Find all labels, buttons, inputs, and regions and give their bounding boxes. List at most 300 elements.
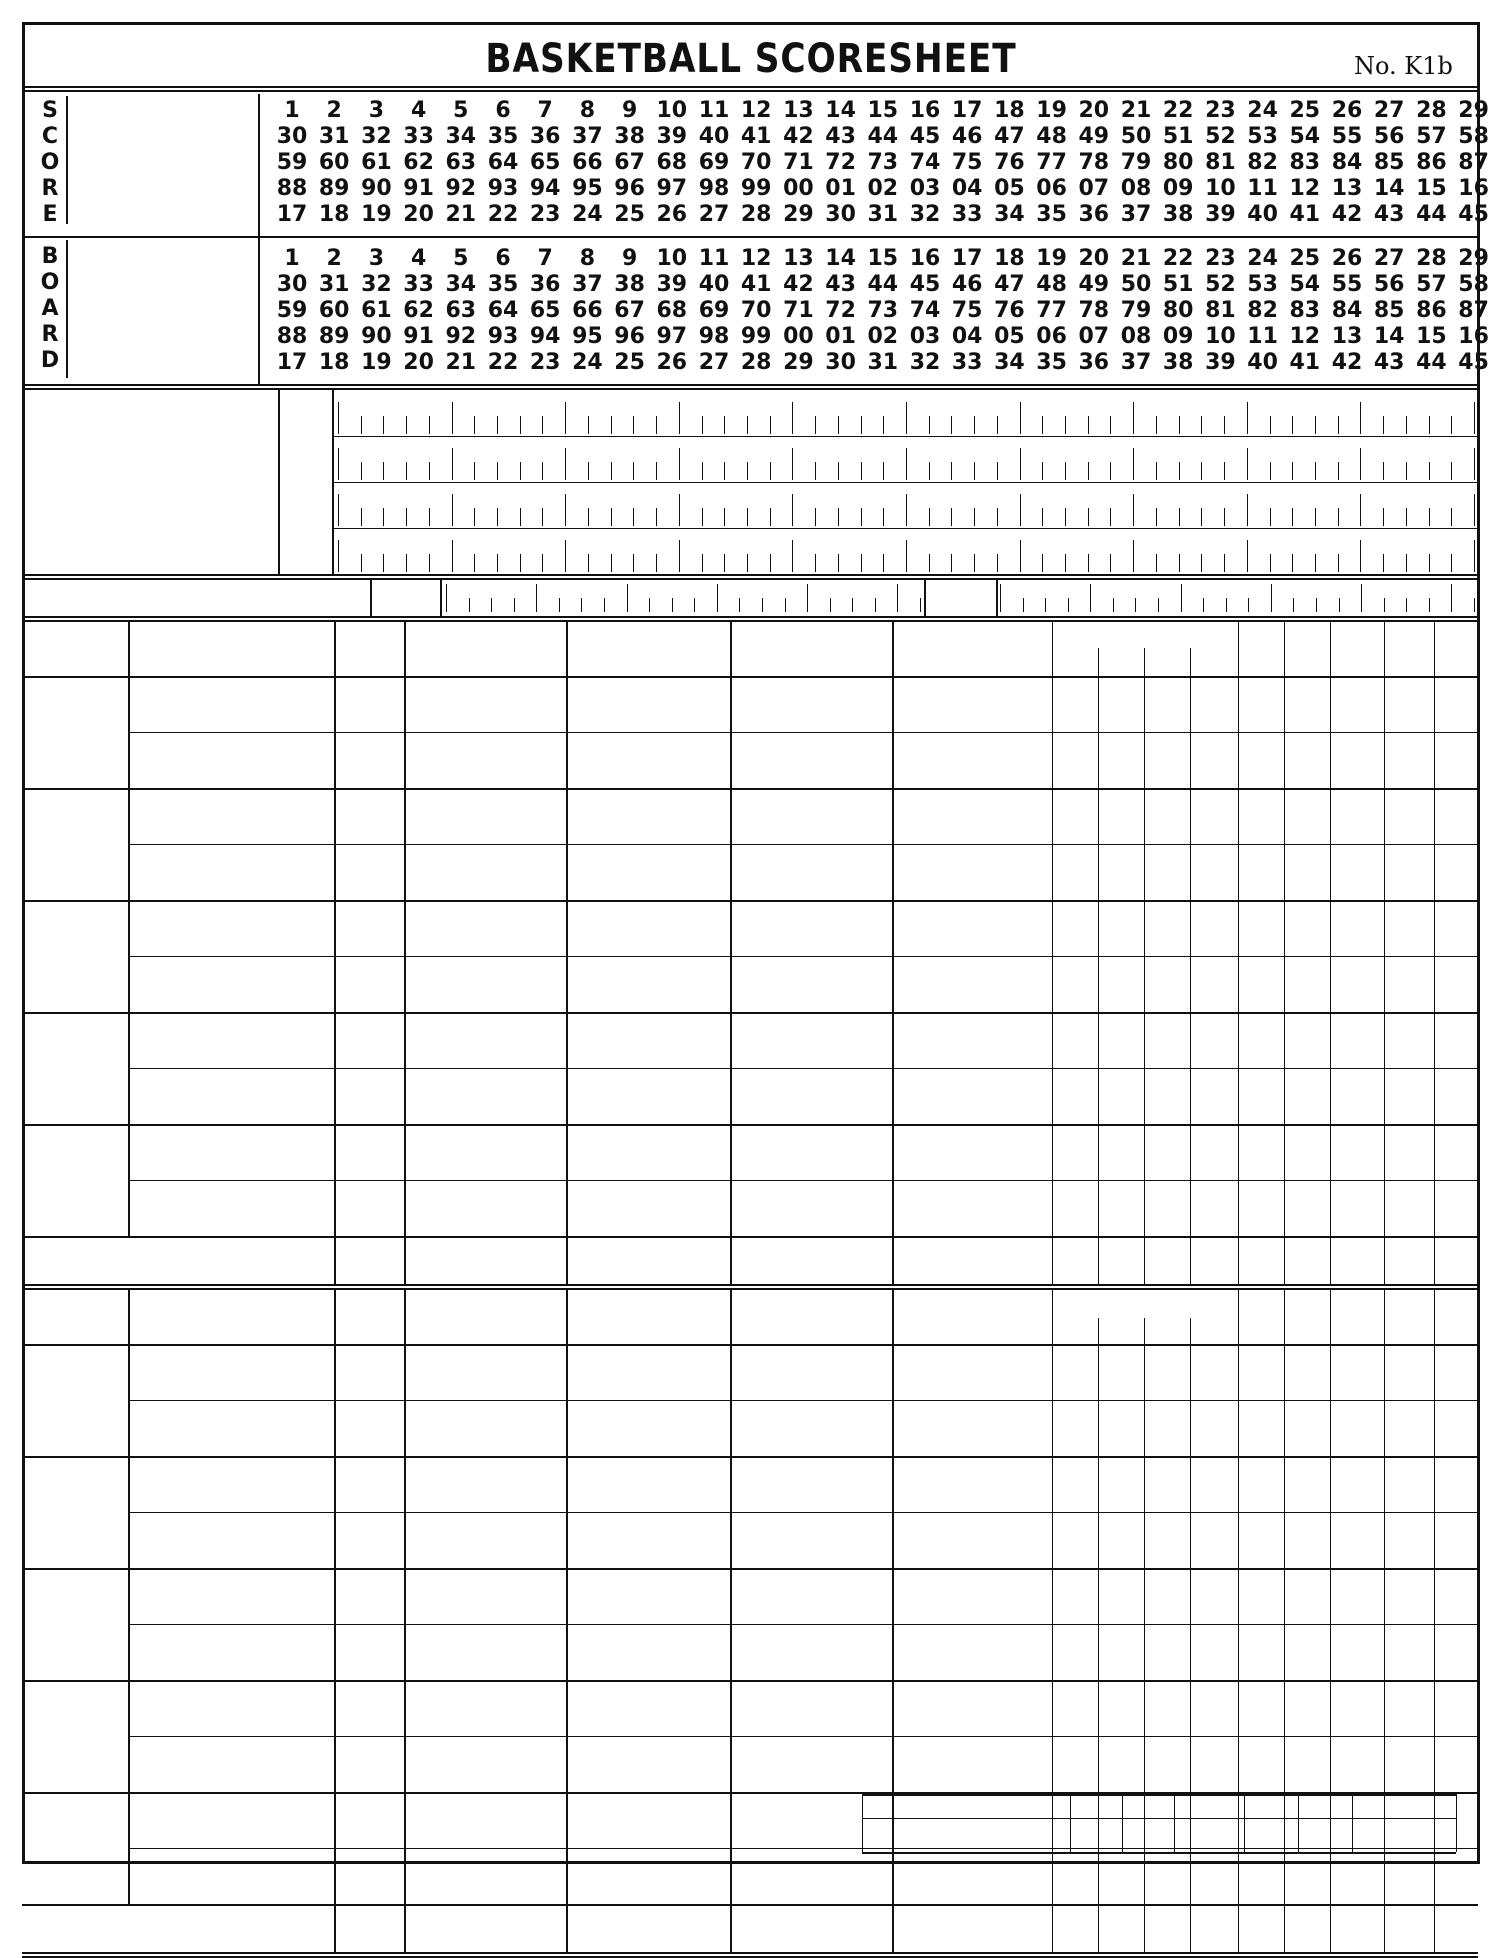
visitors-score-number[interactable]: 50 [1120,124,1152,149]
home-score-number[interactable]: 86 [1416,298,1447,323]
visitors-score-number[interactable]: 05 [994,176,1025,201]
visitors-score-number[interactable]: 90 [361,176,392,201]
visitors-score-number[interactable]: 60 [318,150,350,175]
home-score-number[interactable]: 31 [318,272,350,297]
entry-cell[interactable] [334,1180,404,1236]
shot-tick-mark[interactable] [565,448,566,480]
shot-tick-mark[interactable] [679,494,680,526]
visitors-score-number[interactable]: 12 [1289,176,1321,201]
visitors-score-number[interactable]: 16 [1458,176,1489,201]
overtime-shot-tick[interactable] [1023,598,1024,612]
entry-cell[interactable] [1052,1680,1098,1736]
overtime-shot-tick[interactable] [1158,598,1159,612]
entry-cell[interactable] [1330,1848,1384,1904]
shot-tick-mark[interactable] [1179,416,1180,434]
shot-tick-mark[interactable] [702,462,703,480]
overtime-shot-tick[interactable] [1474,598,1475,612]
entry-cell[interactable] [1284,1456,1330,1512]
entry-cell[interactable] [1238,1680,1284,1736]
visitors-score-number[interactable]: 29 [1458,98,1489,123]
home-score-number[interactable]: 61 [361,298,392,323]
shot-tick-mark[interactable] [1338,462,1339,480]
entry-cell[interactable] [1190,1400,1238,1456]
visitors-score-number[interactable]: 67 [614,150,645,175]
shot-tick-mark[interactable] [497,554,498,572]
entry-cell[interactable] [1098,1680,1144,1736]
entry-cell[interactable] [1330,1068,1384,1124]
shot-tick-mark[interactable] [1383,508,1384,526]
entry-cell[interactable] [892,1624,1052,1680]
entry-cell[interactable] [892,844,1052,900]
shot-tick-mark[interactable] [1224,462,1225,480]
home-score-number[interactable]: 7 [537,246,553,271]
visitors-score-number[interactable]: 61 [361,150,392,175]
home-score-number[interactable]: 23 [529,350,561,375]
home-score-number[interactable]: 04 [951,324,983,349]
shot-tick-mark[interactable] [1315,416,1316,434]
entry-cell[interactable] [404,1624,566,1680]
shot-tick-mark[interactable] [633,416,634,434]
summary-cell[interactable] [1244,1824,1298,1850]
entry-cell[interactable] [1238,676,1284,732]
overtime-shot-tick[interactable] [897,584,898,612]
home-score-number[interactable]: 26 [1331,246,1363,271]
entry-cell[interactable] [566,900,730,956]
entry-cell[interactable] [1330,1568,1384,1624]
shot-tick-mark[interactable] [1247,402,1248,434]
visitors-score-number[interactable]: 35 [487,124,519,149]
shot-tick-mark[interactable] [951,508,952,526]
shot-tick-mark[interactable] [1133,448,1134,480]
shot-tick-mark[interactable] [997,508,998,526]
overtime-shot-tick[interactable] [559,598,560,612]
entry-cell[interactable] [1144,1124,1190,1180]
entry-cell[interactable] [1098,1848,1144,1904]
entry-cell[interactable] [128,732,334,788]
visitors-score-number[interactable]: 54 [1289,124,1321,149]
visitors-score-number[interactable]: 64 [487,150,519,175]
shot-tick-mark[interactable] [1110,462,1111,480]
entry-cell[interactable] [1284,1344,1330,1400]
home-score-number[interactable]: 83 [1289,298,1321,323]
visitors-score-number[interactable]: 48 [1036,124,1067,149]
entry-cell[interactable] [1190,1680,1238,1736]
entry-cell[interactable] [1052,1624,1098,1680]
shot-tick-mark[interactable] [383,508,384,526]
shot-tick-mark[interactable] [997,416,998,434]
entry-cell[interactable] [1144,788,1190,844]
shot-tick-mark[interactable] [406,554,407,572]
shot-tick-mark[interactable] [656,416,657,434]
home-score-number[interactable]: 06 [1036,324,1067,349]
entry-cell[interactable] [566,1848,730,1904]
entry-cell[interactable] [1098,1124,1144,1180]
entry-cell[interactable] [1434,1180,1478,1236]
entry-cell[interactable] [1144,1736,1190,1792]
visitors-score-number[interactable]: 36 [529,124,561,149]
visitors-score-number[interactable]: 26 [656,202,688,227]
home-score-number[interactable]: 12 [740,246,772,271]
visitors-score-number[interactable]: 4 [410,98,427,123]
home-score-number[interactable]: 80 [1162,298,1194,323]
entry-cell[interactable] [1330,1180,1384,1236]
entry-cell[interactable] [1384,900,1434,956]
shot-tick-mark[interactable] [1088,554,1089,572]
shot-tick-mark[interactable] [1042,508,1043,526]
entry-cell[interactable] [1052,1400,1098,1456]
home-score-number[interactable]: 09 [1162,324,1194,349]
entry-cell[interactable] [730,1012,892,1068]
entry-cell[interactable] [1052,1848,1098,1904]
entry-cell[interactable] [1190,1848,1238,1904]
visitors-score-number[interactable]: 83 [1289,150,1321,175]
visitors-score-number[interactable]: 26 [1331,98,1363,123]
entry-cell[interactable] [1190,1344,1238,1400]
visitors-score-number[interactable]: 69 [698,150,730,175]
entry-cell[interactable] [1238,844,1284,900]
visitors-score-number[interactable]: 87 [1458,150,1489,175]
entry-cell[interactable] [566,788,730,844]
visitors-score-number[interactable]: 07 [1078,176,1110,201]
entry-cell[interactable] [1144,1012,1190,1068]
shot-tick-mark[interactable] [383,416,384,434]
visitors-score-number[interactable]: 28 [740,202,772,227]
entry-cell[interactable] [1330,676,1384,732]
shot-tick-mark[interactable] [429,554,430,572]
entry-cell[interactable] [1098,1068,1144,1124]
home-score-number[interactable]: 90 [361,324,392,349]
entry-cell[interactable] [334,1736,404,1792]
entry-cell[interactable] [1052,1012,1098,1068]
shot-tick-mark[interactable] [1088,508,1089,526]
entry-cell[interactable] [1052,900,1098,956]
visitors-score-number[interactable]: 46 [951,124,983,149]
home-score-number[interactable]: 00 [783,324,814,349]
visitors-score-number[interactable]: 27 [1373,98,1405,123]
entry-cell[interactable] [1434,1848,1478,1904]
home-score-number[interactable]: 33 [951,350,983,375]
home-score-number[interactable]: 24 [1247,246,1278,271]
visitors-score-number[interactable]: 18 [994,98,1025,123]
entry-cell[interactable] [1330,1680,1384,1736]
home-score-number[interactable]: 41 [1289,350,1321,375]
overtime-shot-tick[interactable] [604,598,605,612]
entry-cell[interactable] [892,1180,1052,1236]
home-score-number[interactable]: 38 [1162,350,1194,375]
home-score-number[interactable]: 30 [825,350,856,375]
home-score-number[interactable]: 62 [403,298,434,323]
entry-cell[interactable] [892,1512,1052,1568]
home-score-number[interactable]: 20 [1078,246,1110,271]
shot-tick-mark[interactable] [1156,462,1157,480]
home-score-number[interactable]: 12 [1289,324,1321,349]
entry-cell[interactable] [334,1012,404,1068]
shot-tick-mark[interactable] [724,508,725,526]
shot-tick-mark[interactable] [452,402,453,434]
entry-cell[interactable] [566,676,730,732]
overtime-shot-tick[interactable] [1113,598,1114,612]
shot-tick-mark[interactable] [542,416,543,434]
shot-tick-mark[interactable] [1383,416,1384,434]
shot-tick-mark[interactable] [1065,508,1066,526]
visitors-score-number[interactable]: 3 [368,98,385,123]
entry-cell[interactable] [1384,1012,1434,1068]
shot-tick-mark[interactable] [1065,554,1066,572]
shot-tick-mark[interactable] [452,494,453,526]
shot-tick-mark[interactable] [1451,462,1452,480]
entry-cell[interactable] [1238,1568,1284,1624]
home-score-number[interactable]: 18 [318,350,350,375]
entry-cell[interactable] [730,900,892,956]
entry-cell[interactable] [128,1344,334,1400]
shot-tick-mark[interactable] [1360,540,1361,572]
entry-cell[interactable] [1434,1512,1478,1568]
visitors-score-number[interactable]: 93 [487,176,519,201]
shot-tick-mark[interactable] [1270,508,1271,526]
visitors-score-number[interactable]: 27 [698,202,730,227]
home-score-number[interactable]: 84 [1331,298,1363,323]
visitors-score-number[interactable]: 59 [276,150,308,175]
entry-cell[interactable] [334,1068,404,1124]
entry-cell[interactable] [1144,1344,1190,1400]
entry-cell[interactable] [1238,1736,1284,1792]
overtime-shot-tick[interactable] [762,598,763,612]
entry-cell[interactable] [1052,1124,1098,1180]
entry-cell[interactable] [128,1012,334,1068]
visitors-score-number[interactable]: 10 [1205,176,1236,201]
shot-tick-mark[interactable] [1247,540,1248,572]
shot-tick-mark[interactable] [588,554,589,572]
shot-tick-mark[interactable] [929,554,930,572]
overtime-shot-tick[interactable] [469,598,470,612]
visitors-score-number[interactable]: 39 [1205,202,1236,227]
entry-cell[interactable] [566,844,730,900]
entry-cell[interactable] [1052,1568,1098,1624]
visitors-score-number[interactable]: 25 [1289,98,1321,123]
overtime-shot-tick[interactable] [1339,598,1340,612]
visitors-score-number[interactable]: 44 [1416,202,1447,227]
shot-tick-mark[interactable] [861,416,862,434]
shot-tick-mark[interactable] [702,554,703,572]
home-score-number[interactable]: 72 [825,298,856,323]
home-score-number[interactable]: 99 [740,324,772,349]
entry-cell[interactable] [730,732,892,788]
shot-tick-mark[interactable] [406,416,407,434]
shot-tick-mark[interactable] [1179,508,1180,526]
visitors-score-number[interactable]: 76 [994,150,1025,175]
entry-cell[interactable] [730,1180,892,1236]
home-score-number[interactable]: 85 [1373,298,1405,323]
entry-cell[interactable] [1238,900,1284,956]
shot-tick-mark[interactable] [588,462,589,480]
overtime-shot-tick[interactable] [1451,584,1452,612]
overtime-shot-tick[interactable] [694,598,695,612]
entry-cell[interactable] [892,956,1052,1012]
visitors-score-number[interactable]: 63 [445,150,477,175]
home-score-number[interactable]: 81 [1205,298,1236,323]
visitors-score-number[interactable]: 1 [284,98,300,123]
home-score-number[interactable]: 14 [825,246,856,271]
home-score-number[interactable]: 67 [614,298,645,323]
visitors-score-number[interactable]: 62 [403,150,434,175]
entry-cell[interactable] [892,900,1052,956]
entry-cell[interactable] [1284,1180,1330,1236]
shot-tick-mark[interactable] [1338,508,1339,526]
shot-tick-mark[interactable] [747,416,748,434]
home-score-number[interactable]: 29 [1458,246,1489,271]
entry-cell[interactable] [1052,956,1098,1012]
entry-cell[interactable] [128,1568,334,1624]
entry-cell[interactable] [1384,1736,1434,1792]
entry-cell[interactable] [1144,900,1190,956]
visitors-score-number[interactable]: 15 [1416,176,1447,201]
entry-cell[interactable] [1330,1012,1384,1068]
entry-cell[interactable] [1144,1848,1190,1904]
entry-cell[interactable] [1098,1456,1144,1512]
shot-tick-mark[interactable] [1270,554,1271,572]
entry-cell[interactable] [128,1848,334,1904]
home-score-number[interactable]: 71 [783,298,814,323]
visitors-score-number[interactable]: 65 [529,150,561,175]
entry-cell[interactable] [1098,900,1144,956]
visitors-score-number[interactable]: 82 [1247,150,1278,175]
visitors-score-number[interactable]: 52 [1205,124,1236,149]
visitors-score-number[interactable]: 17 [951,98,983,123]
entry-cell[interactable] [1434,900,1478,956]
shot-tick-mark[interactable] [770,462,771,480]
home-score-number[interactable]: 16 [909,246,941,271]
entry-cell[interactable] [404,1012,566,1068]
entry-cell[interactable] [1384,1568,1434,1624]
visitors-score-number[interactable]: 71 [783,150,814,175]
home-score-number[interactable]: 44 [1416,350,1447,375]
home-score-number[interactable]: 28 [740,350,772,375]
overtime-shot-tick[interactable] [672,598,673,612]
shot-tick-mark[interactable] [542,508,543,526]
entry-cell[interactable] [1098,1400,1144,1456]
entry-cell[interactable] [1434,732,1478,788]
home-score-number[interactable]: 47 [994,272,1025,297]
shot-tick-mark[interactable] [770,508,771,526]
entry-cell[interactable] [1434,1344,1478,1400]
shot-tick-mark[interactable] [792,494,793,526]
visitors-score-number[interactable]: 97 [656,176,688,201]
visitors-score-number[interactable]: 77 [1036,150,1067,175]
visitors-score-number[interactable]: 53 [1247,124,1278,149]
shot-tick-mark[interactable] [929,416,930,434]
shot-tick-mark[interactable] [633,554,634,572]
entry-cell[interactable] [1284,1736,1330,1792]
overtime-shot-tick[interactable] [1135,598,1136,612]
entry-cell[interactable] [128,844,334,900]
entry-cell[interactable] [1144,1180,1190,1236]
entry-cell[interactable] [1384,956,1434,1012]
entry-cell[interactable] [1384,1848,1434,1904]
entry-cell[interactable] [1052,1068,1098,1124]
entry-cell[interactable] [1384,1180,1434,1236]
shot-tick-mark[interactable] [611,554,612,572]
overtime-shot-tick[interactable] [491,598,492,612]
home-score-number[interactable]: 82 [1247,298,1278,323]
visitors-score-number[interactable]: 02 [867,176,899,201]
entry-cell[interactable] [1330,844,1384,900]
shot-tick-mark[interactable] [1247,448,1248,480]
shot-tick-mark[interactable] [1383,554,1384,572]
entry-cell[interactable] [1284,732,1330,788]
entry-cell[interactable] [1144,1624,1190,1680]
shot-tick-mark[interactable] [883,554,884,572]
entry-cell[interactable] [892,1456,1052,1512]
home-score-number[interactable]: 39 [1205,350,1236,375]
home-score-number[interactable]: 45 [909,272,941,297]
shot-tick-mark[interactable] [338,448,339,480]
home-score-number[interactable]: 95 [572,324,603,349]
shot-tick-mark[interactable] [929,462,930,480]
shot-tick-mark[interactable] [770,554,771,572]
shot-tick-mark[interactable] [1292,508,1293,526]
home-score-number[interactable]: 35 [1036,350,1067,375]
home-score-number[interactable]: 05 [994,324,1025,349]
overtime-shot-tick[interactable] [1361,584,1362,612]
entry-cell[interactable] [1098,676,1144,732]
overtime-shot-tick[interactable] [830,598,831,612]
shot-tick-mark[interactable] [474,508,475,526]
visitors-score-number[interactable]: 18 [318,202,350,227]
visitors-score-number[interactable]: 51 [1162,124,1194,149]
home-score-number[interactable]: 23 [1205,246,1236,271]
visitors-score-number[interactable]: 24 [1247,98,1278,123]
entry-cell[interactable] [1434,1624,1478,1680]
entry-cell[interactable] [128,1180,334,1236]
overtime-shot-tick[interactable] [1203,598,1204,612]
entry-cell[interactable] [1144,956,1190,1012]
home-score-number[interactable]: 60 [318,298,350,323]
visitors-score-number[interactable]: 2 [326,98,342,123]
home-score-number[interactable]: 34 [445,272,477,297]
shot-tick-mark[interactable] [1110,554,1111,572]
visitors-score-number[interactable]: 58 [1458,124,1489,149]
shot-tick-mark[interactable] [542,462,543,480]
shot-tick-mark[interactable] [1360,448,1361,480]
entry-cell[interactable] [1284,1568,1330,1624]
shot-tick-mark[interactable] [1406,462,1407,480]
home-score-number[interactable]: 98 [698,324,730,349]
visitors-score-number[interactable]: 40 [698,124,730,149]
visitors-score-number[interactable]: 38 [614,124,645,149]
entry-cell[interactable] [730,676,892,732]
shot-tick-mark[interactable] [452,540,453,572]
home-score-number[interactable]: 37 [572,272,603,297]
shot-tick-mark[interactable] [1429,554,1430,572]
shot-tick-mark[interactable] [520,416,521,434]
shot-tick-mark[interactable] [1201,508,1202,526]
shot-tick-mark[interactable] [747,508,748,526]
entry-cell[interactable] [892,732,1052,788]
entry-cell[interactable] [1284,788,1330,844]
home-score-number[interactable]: 65 [529,298,561,323]
entry-cell[interactable] [128,1792,334,1848]
entry-cell[interactable] [730,844,892,900]
visitors-score-number[interactable]: 91 [403,176,434,201]
visitors-score-number[interactable]: 7 [537,98,553,123]
shot-tick-mark[interactable] [361,554,362,572]
overtime-shot-tick[interactable] [1045,598,1046,612]
entry-cell[interactable] [1144,1512,1190,1568]
home-score-number[interactable]: 38 [614,272,645,297]
home-score-number[interactable]: 45 [1458,350,1489,375]
visitors-score-number[interactable]: 24 [572,202,603,227]
shot-tick-mark[interactable] [906,494,907,526]
